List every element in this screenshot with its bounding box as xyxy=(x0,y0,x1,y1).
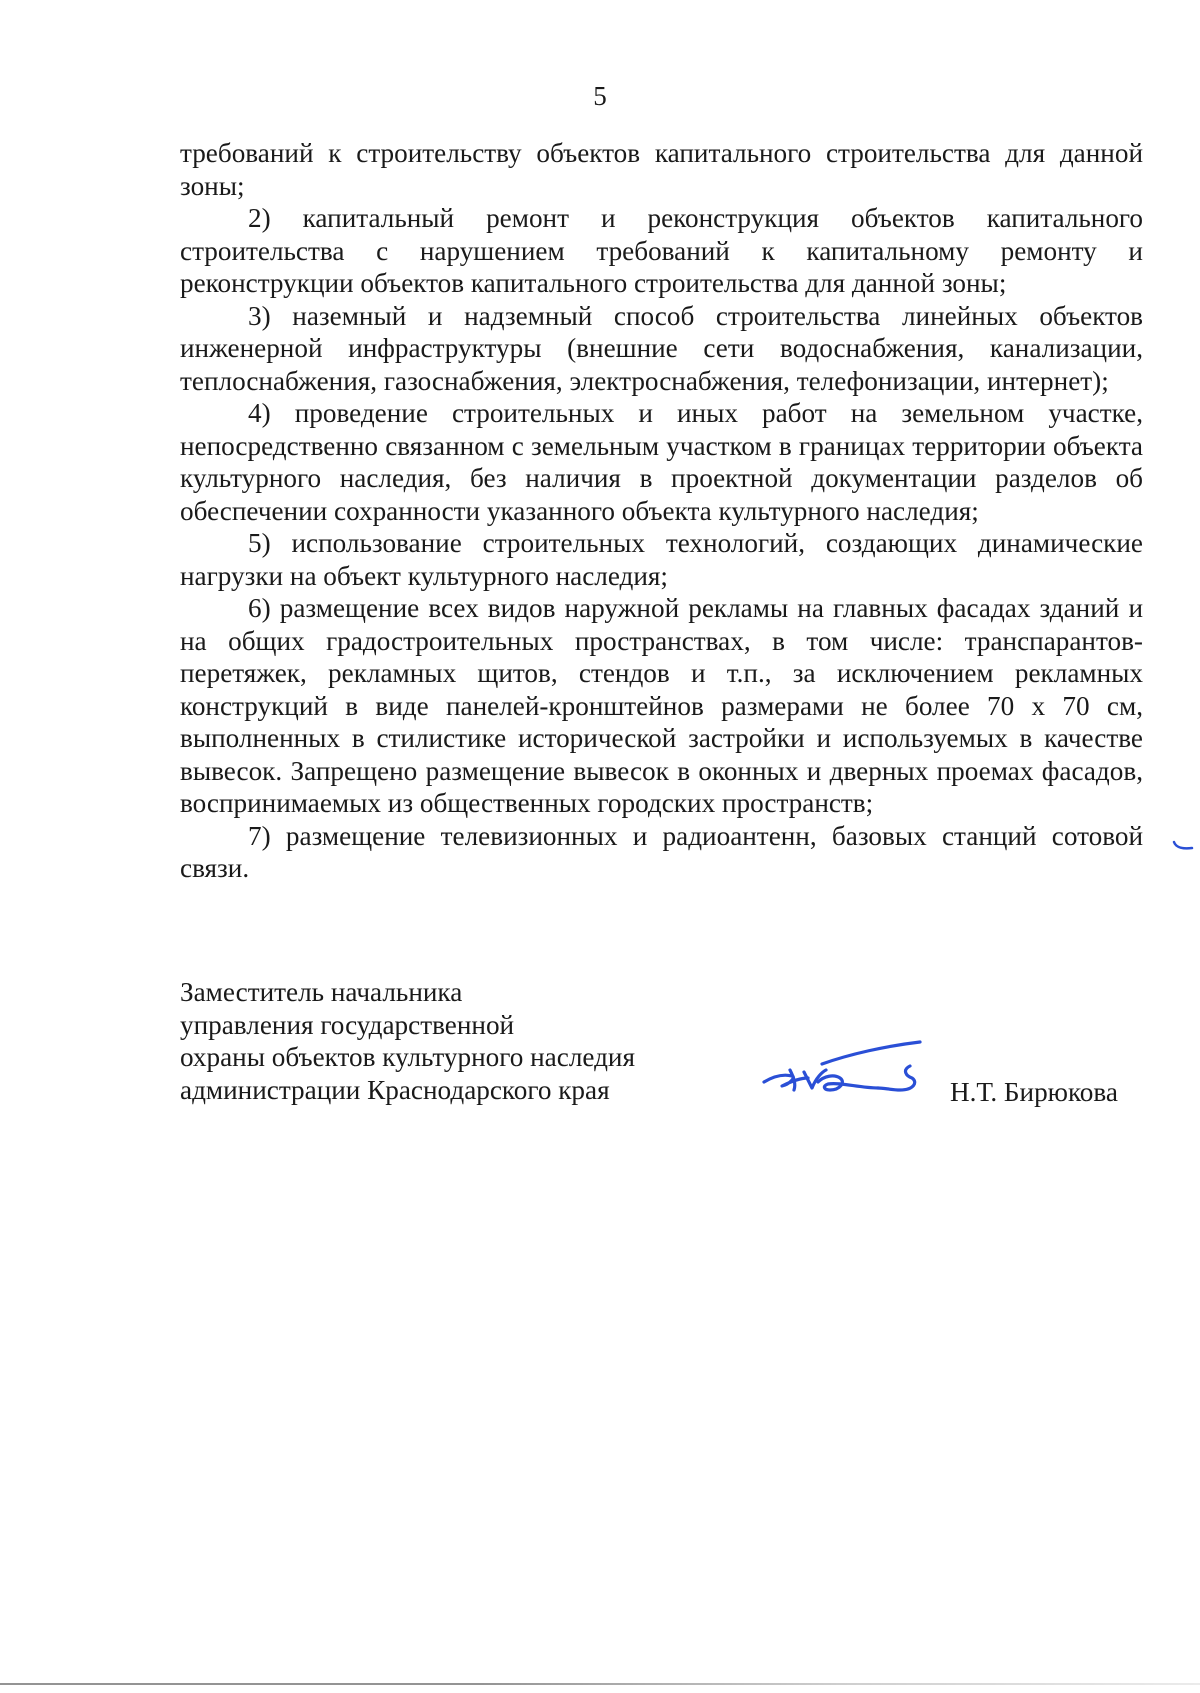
continuation-paragraph: требований к строительству объектов капитального строительства для данной зоны; xyxy=(180,138,1143,201)
page-number-text: 5 xyxy=(593,81,607,111)
margin-mark-icon xyxy=(1172,838,1194,852)
signer-position xyxy=(180,976,635,1106)
page-number xyxy=(0,80,1200,112)
position-line: управления государственной xyxy=(180,1009,515,1040)
list-item: 7) размещение телевизионных и радиоантенн, базовых станций сотовой связи. xyxy=(180,820,1143,883)
list-item: 4) проведение строительных и иных работ на земельном участке, непосредственно связанном с земельным участком в границах территории объекта культурного наследия, без наличия в проектной документации разделов об обеспечении сохранности указанного объекта культурного наследия; xyxy=(180,398,1143,526)
list-item: 3) наземный и надземный способ строительства линейных объектов инженерной инфраструктуры (внешние сети водоснабжения, канализации, теплоснабжения, газоснабжения, электроснабжения, телефонизации, интернет); xyxy=(180,300,1143,396)
handwritten-signature-icon xyxy=(760,1032,938,1112)
list-item: 6) размещение всех видов наружной рекламы на главных фасадах зданий и на общих градостроительных пространствах, в том числе: транспарантов-перетяжек, рекламных щитов, стендов и т.п., за исключением рекламных конструкций в виде панелей-кронштейнов размерами не более 70 х 70 см, выполненных в стилистике исторической застройки и используемых в качестве вывесок. Запрещено размещение вывесок в оконных и дверных проемах фасадов, воспринимаемых из общественных городских пространств; xyxy=(180,593,1143,818)
position-line: администрации Краснодарского края xyxy=(180,1074,610,1105)
document-body xyxy=(180,137,1143,885)
list-item: 2) капитальный ремонт и реконструкция объектов капитального строительства с нарушением требований к капитальному ремонту и реконструкции объектов капитального строительства для данной зоны; xyxy=(180,203,1143,298)
position-line: охраны объектов культурного наследия xyxy=(180,1042,635,1072)
scan-bottom-edge xyxy=(0,1683,1200,1685)
list-item: 5) использование строительных технологий, создающих динамические нагрузки на объект культурного наследия; xyxy=(180,528,1143,591)
position-line: Заместитель начальника xyxy=(180,977,463,1007)
signer-name: Н.Т. Бирюкова xyxy=(950,1077,1118,1107)
